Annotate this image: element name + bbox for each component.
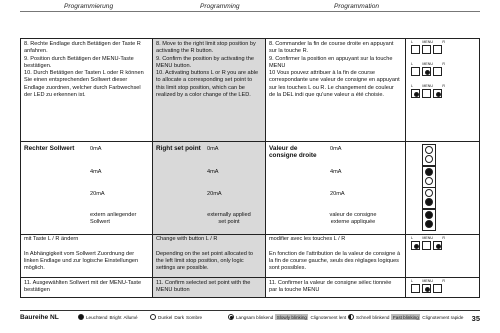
legend-dark bbox=[150, 314, 202, 320]
header-en: Programming bbox=[200, 3, 240, 10]
row2-de-val2: 4mA bbox=[90, 169, 102, 175]
button-right-icon bbox=[433, 67, 442, 76]
label-menu: MENU bbox=[422, 62, 433, 66]
row-divider-1 bbox=[20, 141, 480, 142]
led-indicator-external bbox=[422, 209, 436, 231]
button-menu-icon bbox=[422, 45, 431, 54]
legend-label: Clignotement rapide bbox=[422, 314, 464, 320]
col-divider-2 bbox=[265, 38, 266, 298]
button-left-icon bbox=[411, 89, 420, 98]
legend-label: Bright bbox=[109, 314, 122, 320]
row4-de: 11. Ausgewählten Sollwert mit der MENU-Taste bestätigen bbox=[24, 280, 142, 294]
control-panel-1 bbox=[411, 40, 445, 54]
pressed-dot-icon bbox=[425, 70, 430, 75]
button-menu-icon bbox=[422, 241, 431, 250]
row2-en-val4: externally applied set point bbox=[207, 212, 251, 226]
label-right: R bbox=[442, 279, 445, 283]
label-left: L bbox=[411, 279, 413, 283]
legend-label: Clignotement lent bbox=[310, 314, 347, 320]
led-off-icon bbox=[425, 177, 433, 185]
row1-en: 8. Move to the right limit stop position by activating the R button. 9. Confirm the position by activating the MENU button. 10. Activating buttons L or R you are able to allocate a corresponding set point to this limit stop position, which can be realized by a color change of the LED. bbox=[156, 41, 259, 99]
led-on-icon bbox=[78, 314, 84, 320]
button-right-icon bbox=[433, 284, 442, 293]
control-panel-2 bbox=[411, 62, 445, 76]
row3-fr: modifier avec les touches L / R En fonction de l'attribution de la valeur de consigne à la fin de course gauche, seuls des réglages logiques sont possibles. bbox=[269, 236, 401, 272]
button-left-icon bbox=[411, 67, 420, 76]
led-on-icon bbox=[425, 168, 433, 176]
row2-fr-val1: 0mA bbox=[330, 146, 342, 152]
control-panel-4 bbox=[411, 236, 445, 250]
led-indicator-0ma bbox=[422, 144, 436, 166]
row3-en: Change with button L / R Depending on the set point allocated to the left limit stop position, only logic settings are possible. bbox=[156, 236, 254, 272]
row2-fr-val4: valeur de consigne externe appliquée bbox=[329, 212, 377, 226]
legend-label: Schnell blinkend bbox=[356, 314, 390, 320]
button-menu-icon bbox=[422, 67, 431, 76]
legend-bright bbox=[78, 314, 138, 320]
legend-label: Dark bbox=[174, 314, 185, 320]
label-menu: MENU bbox=[422, 84, 433, 88]
button-right-icon bbox=[433, 241, 442, 250]
header-de: Programmierung bbox=[64, 3, 114, 10]
pressed-dot-icon bbox=[414, 244, 419, 249]
led-off-icon bbox=[150, 314, 156, 320]
button-left-icon bbox=[411, 241, 420, 250]
button-left-icon bbox=[411, 284, 420, 293]
col-divider-3 bbox=[405, 38, 406, 298]
label-right: R bbox=[442, 236, 445, 240]
row2-de-label: Rechter Sollwert bbox=[24, 145, 75, 152]
row2-fr-val3: 20mA bbox=[330, 191, 345, 197]
row1-de: 8. Rechte Endlage durch Betätigen der Taste R anfahren. 9. Position durch Betätigen der MENU-Taste bestätigen. 10. Durch Betätigen der Tasten L oder R können Sie einen entsprechenden Sollwert dieser Endlage zuordnen, welcher durch Farbwechsel der LED zu erkennen ist. bbox=[24, 41, 144, 99]
page-number: 35 bbox=[471, 314, 480, 323]
label-right: R bbox=[442, 84, 445, 88]
label-left: L bbox=[411, 62, 413, 66]
row2-fr-label: Valeur de consigne droite bbox=[269, 145, 317, 160]
label-right: R bbox=[442, 62, 445, 66]
pressed-dot-icon bbox=[436, 92, 441, 97]
led-indicator-20ma bbox=[422, 187, 436, 209]
legend-label: Dunkel bbox=[158, 314, 173, 320]
row2-en-val2: 4mA bbox=[207, 169, 219, 175]
led-on-icon bbox=[425, 211, 433, 219]
led-on-icon bbox=[425, 220, 433, 228]
label-left: L bbox=[411, 84, 413, 88]
row-divider-2 bbox=[20, 234, 480, 235]
led-off-icon bbox=[425, 155, 433, 163]
legend-fast-blink bbox=[348, 314, 463, 320]
button-right-icon bbox=[433, 45, 442, 54]
led-on-icon bbox=[425, 198, 433, 206]
legend-label: Fast blinking bbox=[392, 314, 419, 320]
label-menu: MENU bbox=[422, 279, 433, 283]
button-right-icon bbox=[433, 89, 442, 98]
button-left-icon bbox=[411, 45, 420, 54]
row2-de-val3: 20mA bbox=[90, 191, 105, 197]
led-indicator-4ma bbox=[422, 166, 436, 188]
header-fr: Programmation bbox=[334, 3, 380, 10]
button-menu-icon bbox=[422, 284, 431, 293]
row2-de-val1: 0mA bbox=[90, 146, 102, 152]
label-menu: MENU bbox=[422, 40, 433, 44]
row2-fr-val2: 4mA bbox=[330, 169, 342, 175]
control-panel-5 bbox=[411, 279, 445, 293]
row2-en-label: Right set point bbox=[156, 145, 201, 152]
legend-label: Langsam blinkend bbox=[236, 314, 274, 320]
legend-label: Sombre bbox=[186, 314, 203, 320]
row-divider-3 bbox=[20, 277, 480, 278]
col-divider-1 bbox=[152, 38, 153, 298]
row1-fr: 8. Commander la fin de course droite en appuyant sur la touche R. 9. Confirmer la position en appuyant sur la touche MENU 10 Vous pouvez attribuer à la fin de course correspondante une valeur de consigne en appuyant sur les touches L ou R. Le changement de couleur de la DEL indi que qu'une valeur a été choisie. bbox=[269, 41, 400, 99]
row4-fr: 11. Confirmer la valeur de consigne sélec tionnée par la touche MENU bbox=[269, 280, 392, 294]
series-title: Baureihe NL bbox=[20, 314, 59, 321]
label-right: R bbox=[442, 40, 445, 44]
label-menu: MENU bbox=[422, 236, 433, 240]
legend-label: Leuchtend bbox=[86, 314, 108, 320]
led-off-icon bbox=[425, 189, 433, 197]
row2-en-val1: 0mA bbox=[207, 146, 219, 152]
legend-slow-blink bbox=[228, 314, 346, 320]
pressed-dot-icon bbox=[436, 244, 441, 249]
row4-en: 11. Confirm selected set point with the MENU button bbox=[156, 280, 251, 294]
header-rule bbox=[20, 11, 480, 12]
row2-en-val3: 20mA bbox=[207, 191, 222, 197]
pressed-dot-icon bbox=[414, 92, 419, 97]
slow-blink-icon bbox=[228, 314, 234, 320]
page-footer bbox=[20, 310, 480, 325]
legend-label: Slowly blinking bbox=[276, 314, 307, 320]
row3-de: mit Taste L / R ändern In Abhängigkeit vom Sollwert Zuordnung der linken Endlage und zur logische Einstellungen möglich. bbox=[24, 236, 139, 272]
label-left: L bbox=[411, 40, 413, 44]
pressed-dot-icon bbox=[425, 287, 430, 292]
row2-de-val4: extern anliegender Sollwert bbox=[90, 212, 137, 226]
fast-blink-icon bbox=[348, 314, 354, 320]
control-panel-3 bbox=[411, 84, 445, 98]
legend-label: Allumé bbox=[123, 314, 138, 320]
led-off-icon bbox=[425, 146, 433, 154]
button-menu-icon bbox=[422, 89, 431, 98]
label-left: L bbox=[411, 236, 413, 240]
